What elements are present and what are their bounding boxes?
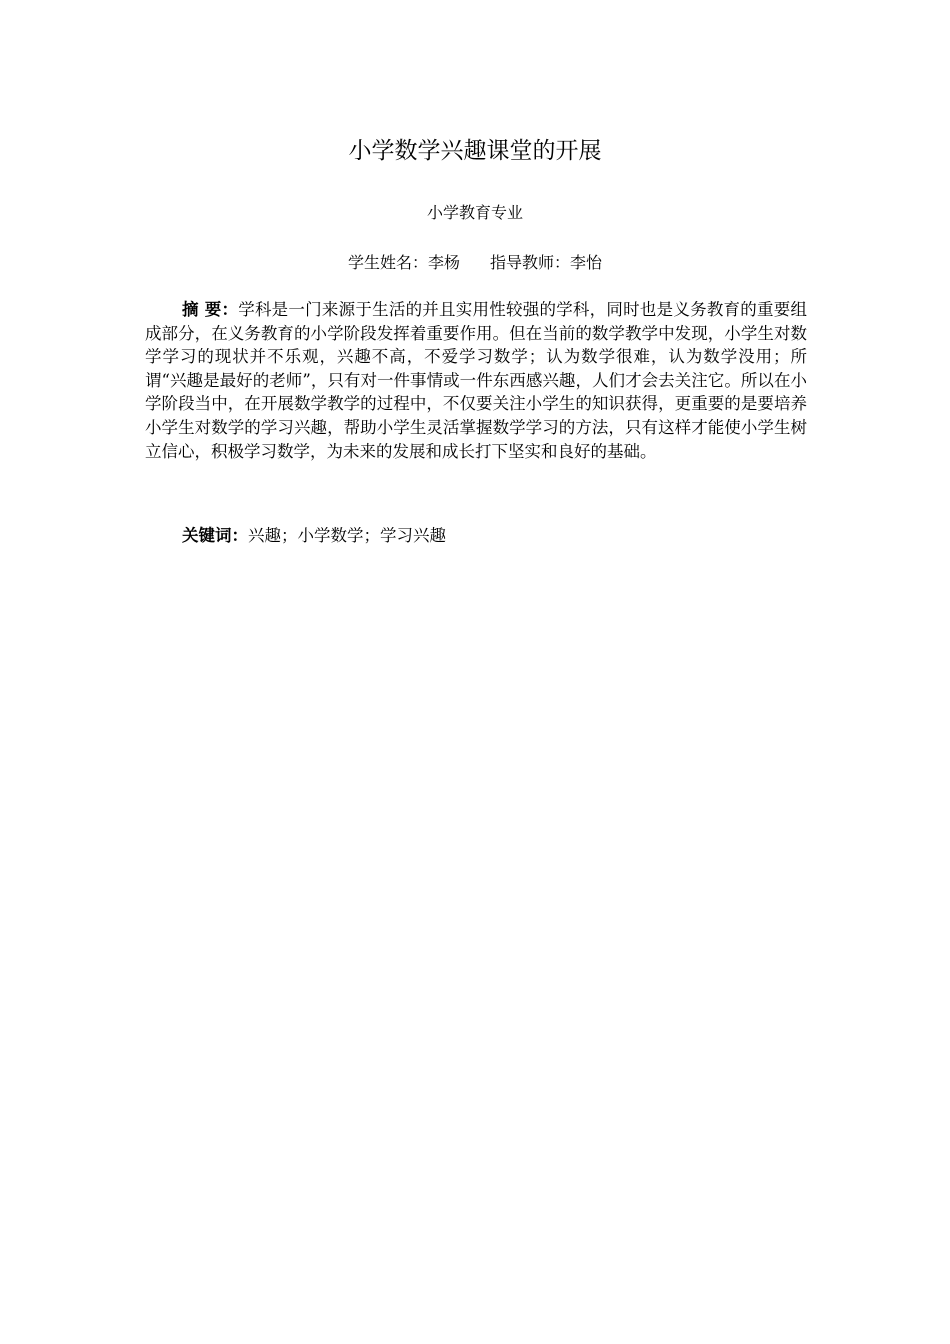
advisor-label: 指导教师： — [490, 253, 571, 272]
student-label: 学生姓名： — [347, 253, 428, 272]
abstract-label: 摘 要： — [182, 300, 239, 319]
major-line: 小学教育专业 — [426, 203, 523, 222]
document-title: 小学数学兴趣课堂的开展 — [348, 138, 602, 164]
keywords-text: 兴趣；小学数学；学习兴趣 — [248, 526, 446, 545]
abstract-paragraph — [145, 298, 807, 463]
keywords-line — [182, 524, 802, 548]
student-name: 李杨 — [427, 253, 460, 272]
abstract-text: 学科是一门来源于生活的并且实用性较强的学科，同时也是义务教育的重要组成部分，在义务教育的小学阶段发挥着重要作用。但在当前的数学教学中发现，小学生对数学学习的现状并不乐观，兴趣不高，不爱学习数学；认为数学很难，认为数学没用；所谓“兴趣是最好的老师”，只有对一件事情或一件东西感兴趣，人们才会去关注它。所以在小学阶段当中，在开展数学教学的过程中，不仅要关注小学生的知识获得，更重要的是要培养小学生对数学的学习兴趣，帮助小学生灵活掌握数学学习的方法，只有这样才能使小学生树立信心，积极学习数学，为未来的发展和成长打下坚实和良好的基础。 — [145, 300, 808, 461]
advisor-name: 李怡 — [570, 253, 603, 272]
keywords-label: 关键词： — [182, 526, 248, 545]
author-line — [0, 251, 950, 275]
